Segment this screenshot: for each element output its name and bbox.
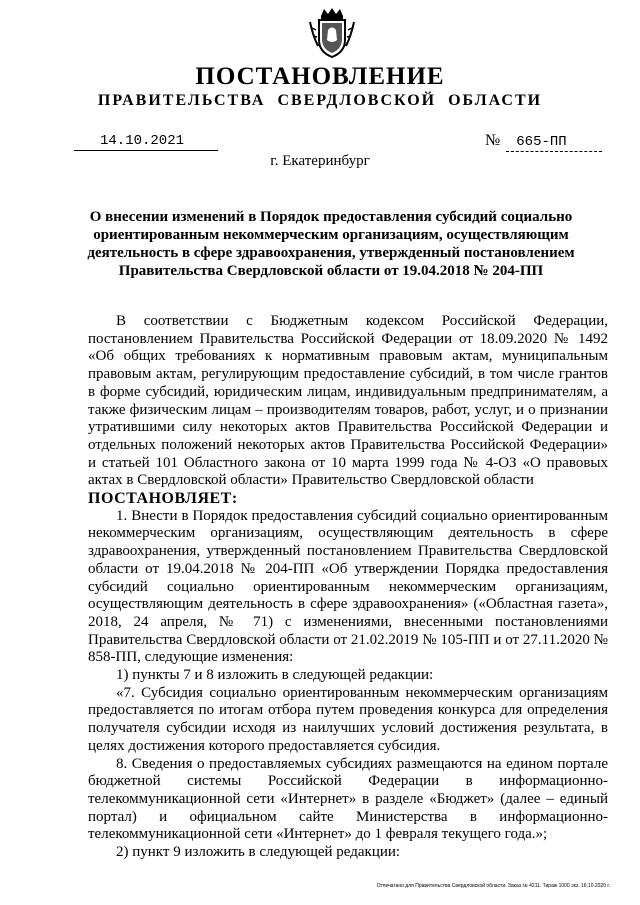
document-body — [88, 313, 608, 862]
document-number-block — [485, 132, 602, 152]
document-title: О внесении изменений в Порядок предоставления субсидий социально ориентированным некоммерческим организациям, осуществляющим деятельность в сфере здравоохранения, утвержденный постановлением Правительства Свердловской области от 19.04.2018 № 204-ПП — [87, 209, 575, 279]
authority-heading: ПРАВИТЕЛЬСТВА СВЕРДЛОВСКОЙ ОБЛАСТИ — [97, 92, 543, 109]
print-footer: Отпечатано для Правительства Свердловской области. Заказ № 4211. Тираж 1000 экз. 16.10.2020 г. — [376, 883, 610, 889]
document-date: 14.10.2021 — [74, 132, 218, 151]
city: г. Екатеринбург — [270, 153, 370, 169]
paragraph-2: 1) пункты 7 и 8 изложить в следующей редакции: — [116, 667, 434, 684]
coat-of-arms-emblem — [307, 6, 357, 60]
document-number: 665-ПП — [506, 133, 602, 152]
number-label: № — [485, 132, 501, 149]
document-type-heading: ПОСТАНОВЛЕНИЕ — [195, 63, 445, 90]
paragraph-3: «7. Субсидия социально ориентированным некоммерческим организациям предоставляется по итогам отбора путем проведения конкурса для определения получателя субсидии исходя из наилучших условий достижения результата, в целях достижения которого предоставляется субсидия. — [88, 684, 608, 754]
paragraph-5: 2) пункт 9 изложить в следующей редакции: — [116, 844, 401, 861]
preamble-paragraph: В соответствии с Бюджетным кодексом Российской Федерации, постановлением Правительства Российской Федерации от 18.09.2020 № 1492 «Об общих требованиях к нормативным правовым актам, муниципальным правовым актам, регулирующим предоставление субсидий, в том числе грантов в форме субсидий, юридическим лицам, индивидуальным предпринимателям, а также физическим лицам – производителям товаров, работ, услуг, и о признании утратившими силу некоторых актов Правительства Российской Федерации и отдельных положений некоторых актов Правительства Российской Федерации» и статьей 101 Областного закона от 10 марта 1999 года № 4-ОЗ «О правовых актах в Свердловской области» Правительство Свердловской области — [88, 313, 608, 489]
decree-word: ПОСТАНОВЛЯЕТ: — [88, 490, 238, 508]
paragraph-4: 8. Сведения о предоставляемых субсидиях размещаются на едином портале бюджетной системы Российской Федерации в информационно-телекоммуникационной сети «Интернет» в разделе «Бюджет» (далее – единый портал) и официальном сайте Министерства в информационно-телекоммуникационной сети «Интернет» до 1 февраля текущего года.»; — [88, 755, 608, 843]
paragraph-1: 1. Внести в Порядок предоставления субсидий социально ориентированным некоммерческим организациям, осуществляющим деятельность в сфере здравоохранения, утвержденный постановлением Правительства Свердловской области от 19.04.2018 № 204-ПП «Об утверждении Порядка предоставления субсидий социально ориентированным некоммерческим организациям, осуществляющим деятельность в сфере здравоохранения» («Областная газета», 2018, 24 апреля, № 71) с изменениями, внесенными постановлениями Правительства Свердловской области от 21.02.2019 № 105-ПП и от 27.11.2020 № 858-ПП, следующие изменения: — [88, 507, 608, 666]
